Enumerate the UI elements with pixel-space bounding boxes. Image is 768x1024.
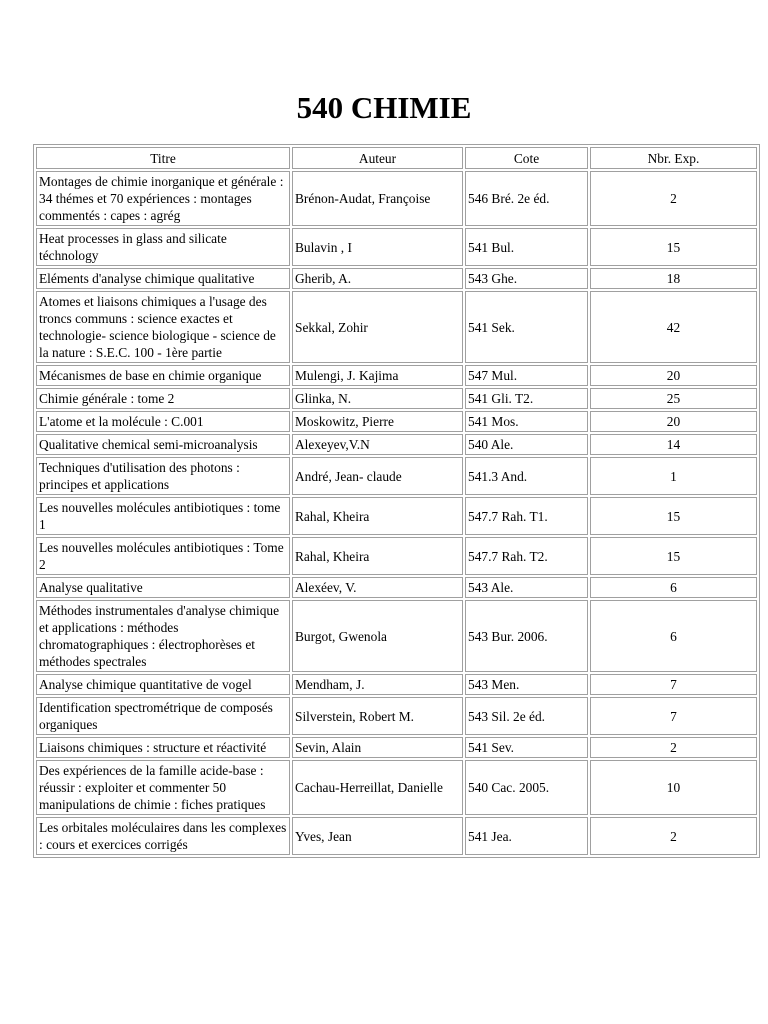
cell-titre: Des expériences de la famille acide-base : réussir : exploiter et commenter 50 manipulations de chimie : fiches pratiques (36, 760, 290, 815)
table-row (36, 497, 757, 535)
cell-auteur: Moskowitz, Pierre (292, 411, 463, 432)
cell-auteur: Sevin, Alain (292, 737, 463, 758)
table-row (36, 817, 757, 855)
cell-titre: Atomes et liaisons chimiques a l'usage des troncs communs : science exactes et technologie- science biologique - science de la nature : S.E.C. 100 - 1ère partie (36, 291, 290, 363)
cell-nbr-exp: 1 (590, 457, 757, 495)
table-row (36, 291, 757, 363)
cell-auteur: André, Jean- claude (292, 457, 463, 495)
cell-titre: Eléments d'analyse chimique qualitative (36, 268, 290, 289)
cell-cote: 541 Gli. T2. (465, 388, 588, 409)
cell-cote: 547 Mul. (465, 365, 588, 386)
cell-nbr-exp: 15 (590, 537, 757, 575)
cell-auteur: Mendham, J. (292, 674, 463, 695)
header-auteur: Auteur (292, 147, 463, 169)
cell-titre: Identification spectrométrique de composés organiques (36, 697, 290, 735)
table-row (36, 760, 757, 815)
cell-nbr-exp: 7 (590, 674, 757, 695)
table-row (36, 171, 757, 226)
header-nbr-exp: Nbr. Exp. (590, 147, 757, 169)
cell-nbr-exp: 2 (590, 171, 757, 226)
cell-titre: Les nouvelles molécules antibiotiques : Tome 2 (36, 537, 290, 575)
cell-cote: 543 Sil. 2e éd. (465, 697, 588, 735)
table-row (36, 268, 757, 289)
cell-auteur: Sekkal, Zohir (292, 291, 463, 363)
cell-nbr-exp: 10 (590, 760, 757, 815)
cell-nbr-exp: 2 (590, 817, 757, 855)
cell-nbr-exp: 18 (590, 268, 757, 289)
cell-auteur: Burgot, Gwenola (292, 600, 463, 672)
cell-cote: 540 Cac. 2005. (465, 760, 588, 815)
cell-nbr-exp: 20 (590, 411, 757, 432)
cell-nbr-exp: 14 (590, 434, 757, 455)
cell-auteur: Glinka, N. (292, 388, 463, 409)
cell-titre: Les nouvelles molécules antibiotiques : tome 1 (36, 497, 290, 535)
table-row (36, 674, 757, 695)
cell-cote: 541 Mos. (465, 411, 588, 432)
cell-auteur: Alexeyev,V.N (292, 434, 463, 455)
catalog-table (33, 144, 760, 858)
header-cote: Cote (465, 147, 588, 169)
table-row (36, 577, 757, 598)
cell-titre: Qualitative chemical semi-microanalysis (36, 434, 290, 455)
cell-cote: 547.7 Rah. T2. (465, 537, 588, 575)
cell-cote: 541 Jea. (465, 817, 588, 855)
table-row (36, 411, 757, 432)
cell-titre: Chimie générale : tome 2 (36, 388, 290, 409)
cell-titre: Liaisons chimiques : structure et réactivité (36, 737, 290, 758)
cell-cote: 541 Sek. (465, 291, 588, 363)
cell-auteur: Rahal, Kheira (292, 537, 463, 575)
header-row (36, 147, 757, 169)
cell-nbr-exp: 6 (590, 600, 757, 672)
cell-titre: Techniques d'utilisation des photons : principes et applications (36, 457, 290, 495)
cell-titre: Mécanismes de base en chimie organique (36, 365, 290, 386)
cell-nbr-exp: 7 (590, 697, 757, 735)
cell-auteur: Rahal, Kheira (292, 497, 463, 535)
cell-cote: 546 Bré. 2e éd. (465, 171, 588, 226)
table-row (36, 388, 757, 409)
page-title: 540 CHIMIE (296, 90, 472, 125)
cell-titre: Les orbitales moléculaires dans les complexes : cours et exercices corrigés (36, 817, 290, 855)
cell-cote: 541 Sev. (465, 737, 588, 758)
cell-auteur: Gherib, A. (292, 268, 463, 289)
table-row (36, 600, 757, 672)
cell-cote: 547.7 Rah. T1. (465, 497, 588, 535)
cell-nbr-exp: 25 (590, 388, 757, 409)
cell-cote: 543 Ale. (465, 577, 588, 598)
cell-cote: 543 Bur. 2006. (465, 600, 588, 672)
cell-nbr-exp: 2 (590, 737, 757, 758)
cell-cote: 541.3 And. (465, 457, 588, 495)
cell-cote: 540 Ale. (465, 434, 588, 455)
cell-titre: L'atome et la molécule : C.001 (36, 411, 290, 432)
table-row (36, 697, 757, 735)
cell-auteur: Yves, Jean (292, 817, 463, 855)
table-row (36, 537, 757, 575)
table-row (36, 228, 757, 266)
cell-cote: 543 Ghe. (465, 268, 588, 289)
cell-cote: 543 Men. (465, 674, 588, 695)
cell-nbr-exp: 6 (590, 577, 757, 598)
cell-titre: Heat processes in glass and silicate téchnology (36, 228, 290, 266)
catalog-body (36, 171, 757, 855)
cell-auteur: Bulavin , I (292, 228, 463, 266)
cell-titre: Analyse chimique quantitative de vogel (36, 674, 290, 695)
cell-auteur: Cachau-Herreillat, Danielle (292, 760, 463, 815)
cell-auteur: Brénon-Audat, Françoise (292, 171, 463, 226)
cell-auteur: Alexéev, V. (292, 577, 463, 598)
table-row (36, 457, 757, 495)
cell-titre: Montages de chimie inorganique et générale : 34 thémes et 70 expériences : montages commentés : capes : agrég (36, 171, 290, 226)
cell-titre: Méthodes instrumentales d'analyse chimique et applications : méthodes chromatographiques : électrophorèses et méthodes spectrales (36, 600, 290, 672)
table-row (36, 737, 757, 758)
cell-nbr-exp: 15 (590, 228, 757, 266)
cell-auteur: Silverstein, Robert M. (292, 697, 463, 735)
table-row (36, 365, 757, 386)
cell-auteur: Mulengi, J. Kajima (292, 365, 463, 386)
cell-nbr-exp: 15 (590, 497, 757, 535)
cell-cote: 541 Bul. (465, 228, 588, 266)
header-titre: Titre (36, 147, 290, 169)
cell-nbr-exp: 42 (590, 291, 757, 363)
cell-titre: Analyse qualitative (36, 577, 290, 598)
table-row (36, 434, 757, 455)
cell-nbr-exp: 20 (590, 365, 757, 386)
